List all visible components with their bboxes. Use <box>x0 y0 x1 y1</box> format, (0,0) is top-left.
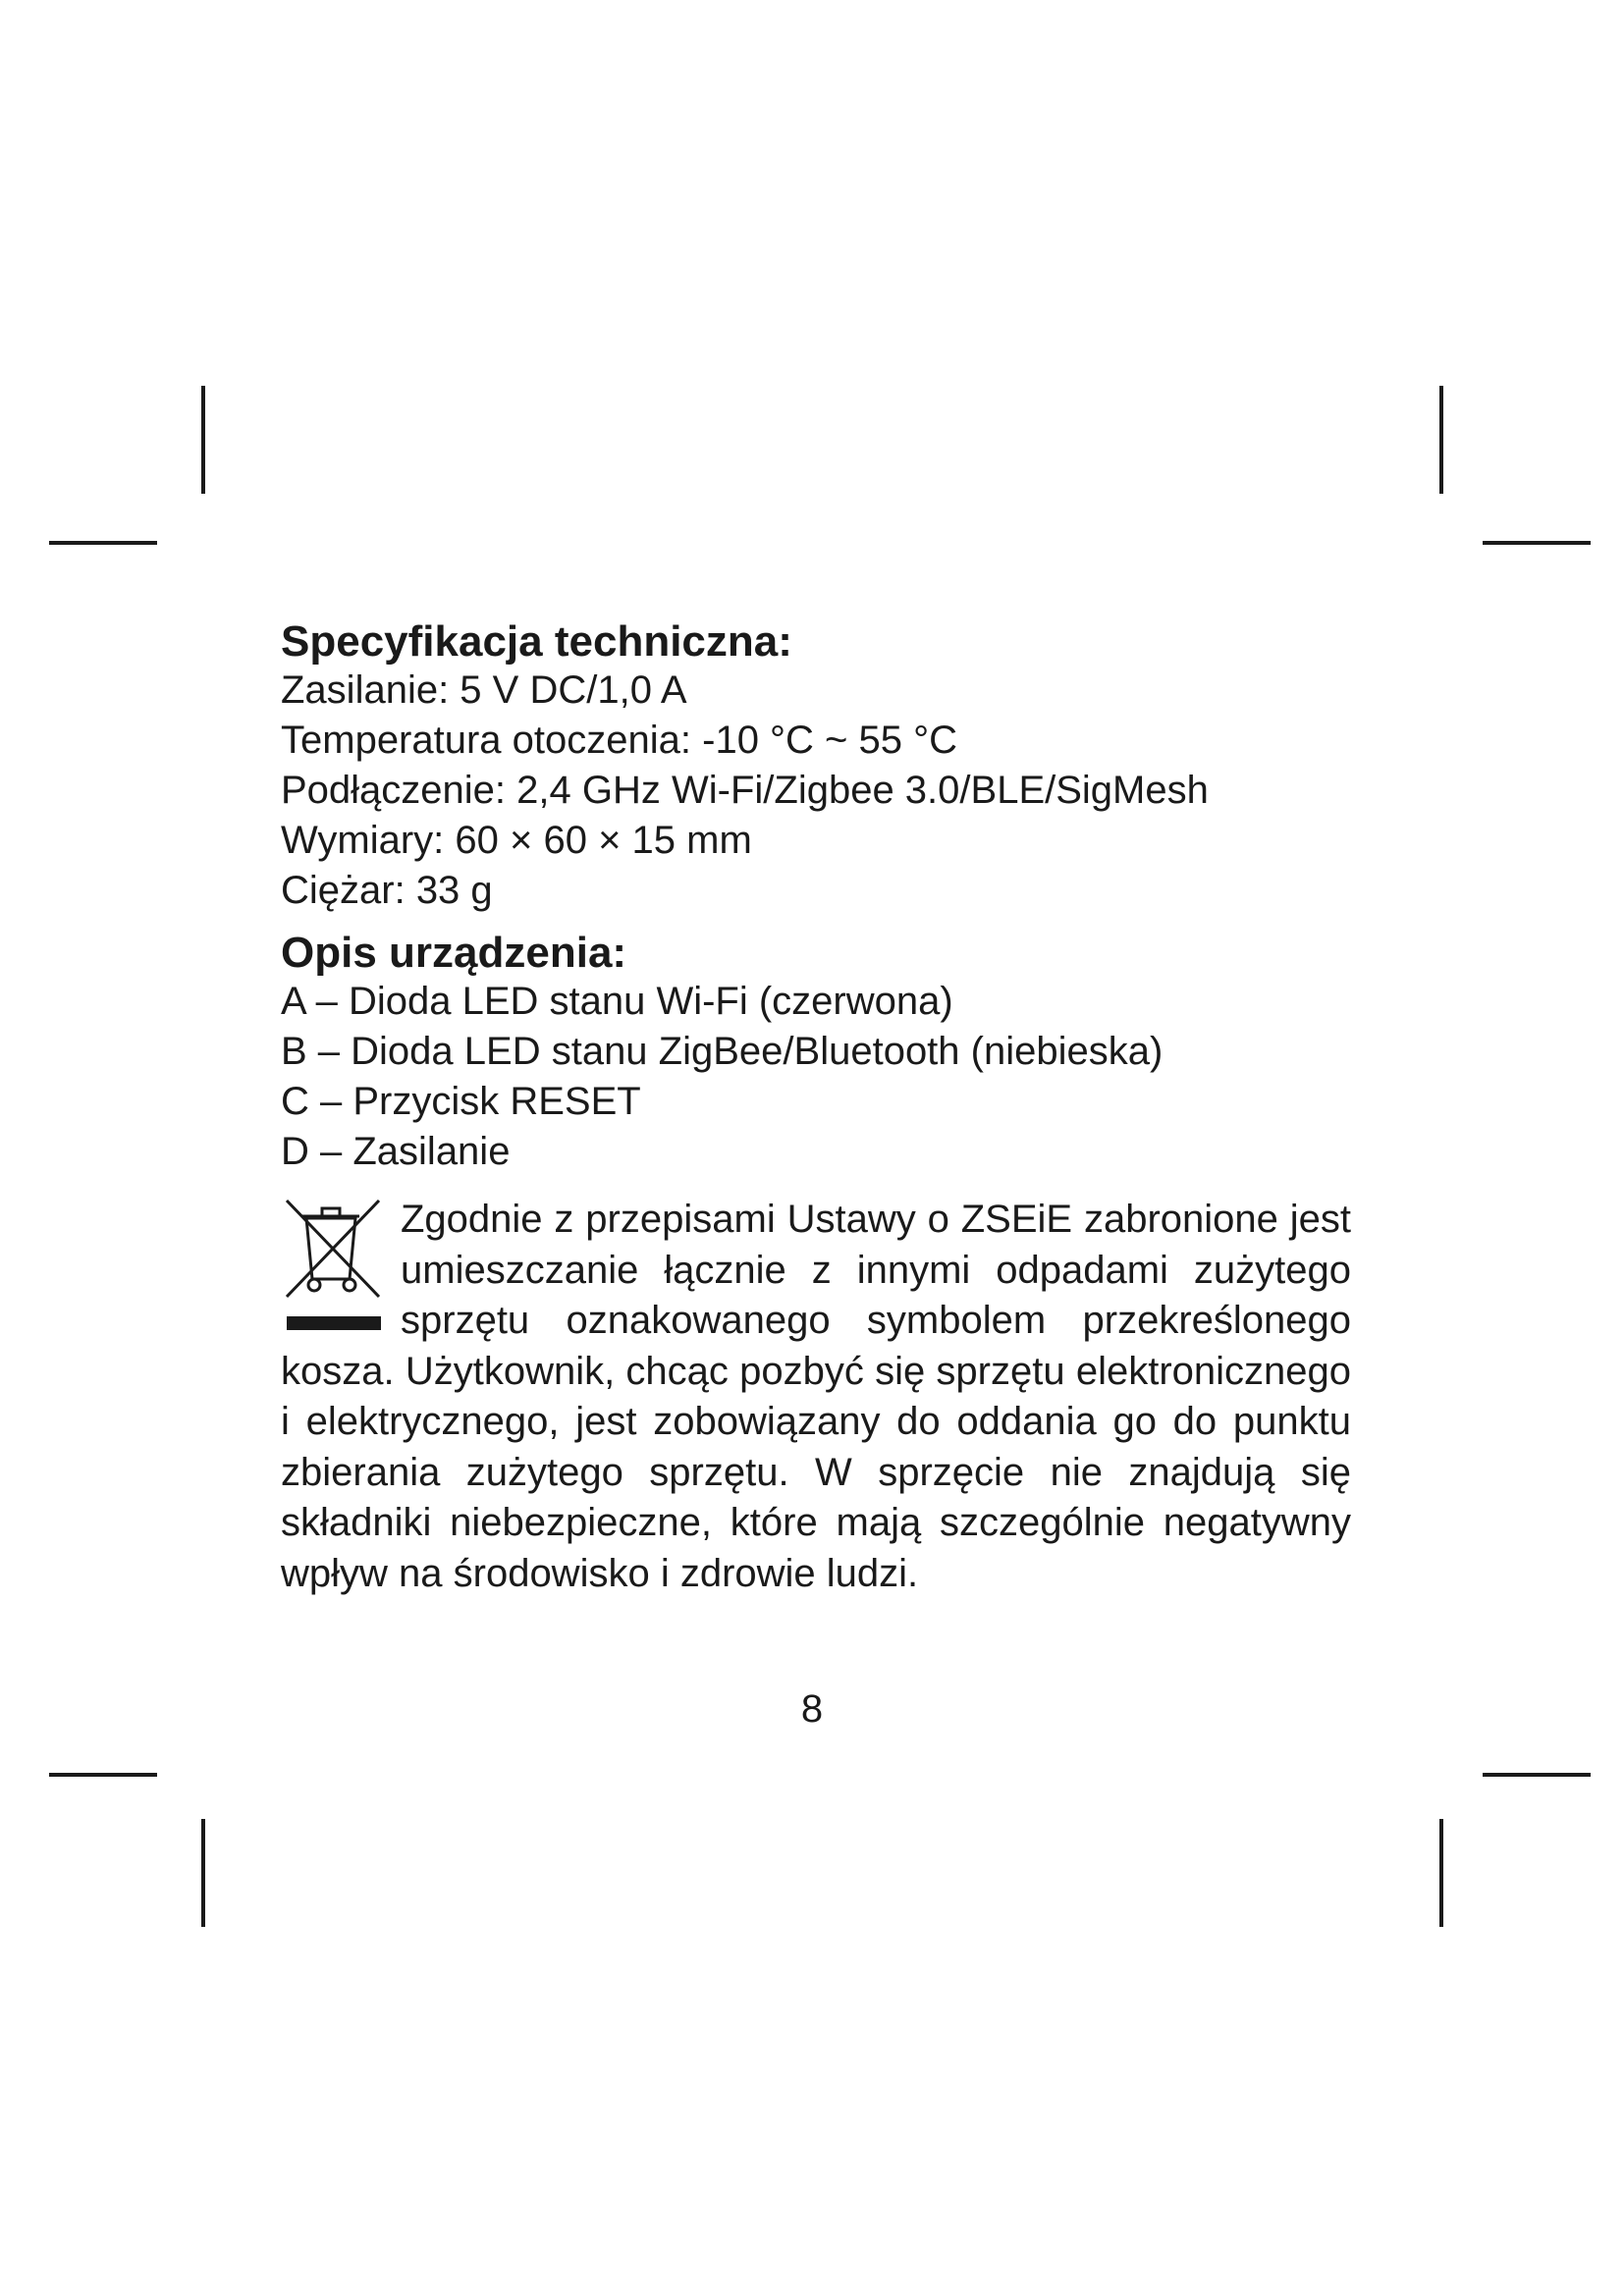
crop-mark-top-left-vertical <box>201 386 205 494</box>
spec-power: Zasilanie: 5 V DC/1,0 A <box>281 668 687 712</box>
spec-weight: Ciężar: 33 g <box>281 869 493 912</box>
crop-mark-bottom-left-horizontal <box>49 1773 157 1777</box>
crop-mark-bottom-right-horizontal <box>1483 1773 1591 1777</box>
description-list <box>281 977 1351 1177</box>
page-number: 8 <box>800 1687 824 1731</box>
crossed-out-wheelie-bin-icon <box>281 1195 389 1342</box>
description-item-d: D – Zasilanie <box>281 1130 511 1173</box>
description-heading: Opis urządzenia: <box>281 929 627 977</box>
crop-mark-top-right-vertical <box>1439 386 1443 494</box>
description-item-c: C – Przycisk RESET <box>281 1080 641 1123</box>
description-item-a: A – Dioda LED stanu Wi-Fi (czerwona) <box>281 980 953 1023</box>
weee-notice <box>281 1195 1351 1599</box>
description-item-b: B – Dioda LED stanu ZigBee/Bluetooth (niebieska) <box>281 1030 1164 1073</box>
crop-mark-bottom-left-vertical <box>201 1819 205 1927</box>
crop-mark-top-right-horizontal <box>1483 541 1591 545</box>
crop-mark-top-left-horizontal <box>49 541 157 545</box>
spec-dimensions: Wymiary: 60 × 60 × 15 mm <box>281 819 752 862</box>
spec-connectivity: Podłączenie: 2,4 GHz Wi-Fi/Zigbee 3.0/BLE/SigMesh <box>281 769 1209 812</box>
spec-temperature: Temperatura otoczenia: -10 °C ~ 55 °C <box>281 719 958 762</box>
manual-page-content <box>281 616 1351 1599</box>
spec-heading: Specyfikacja techniczna: <box>281 617 792 666</box>
crop-mark-bottom-right-vertical <box>1439 1819 1443 1927</box>
weee-notice-text: Zgodnie z przepisami Ustawy o ZSEiE zabronione jest umieszczanie łącznie z innymi odpadami zużytego sprzętu oznakowanego symbolem przekreślonego kosza. Użytkownik, chcąc pozbyć się sprzętu elektronicznego i elektrycznego, jest zobowiązany do oddania go do punktu zbierania zużytego sprzętu. W sprzęcie nie znajdują się składniki niebezpieczne, które mają szczególnie negatywny wpływ na środowisko i zdrowie ludzi. <box>281 1198 1351 1595</box>
spec-list <box>281 666 1351 916</box>
